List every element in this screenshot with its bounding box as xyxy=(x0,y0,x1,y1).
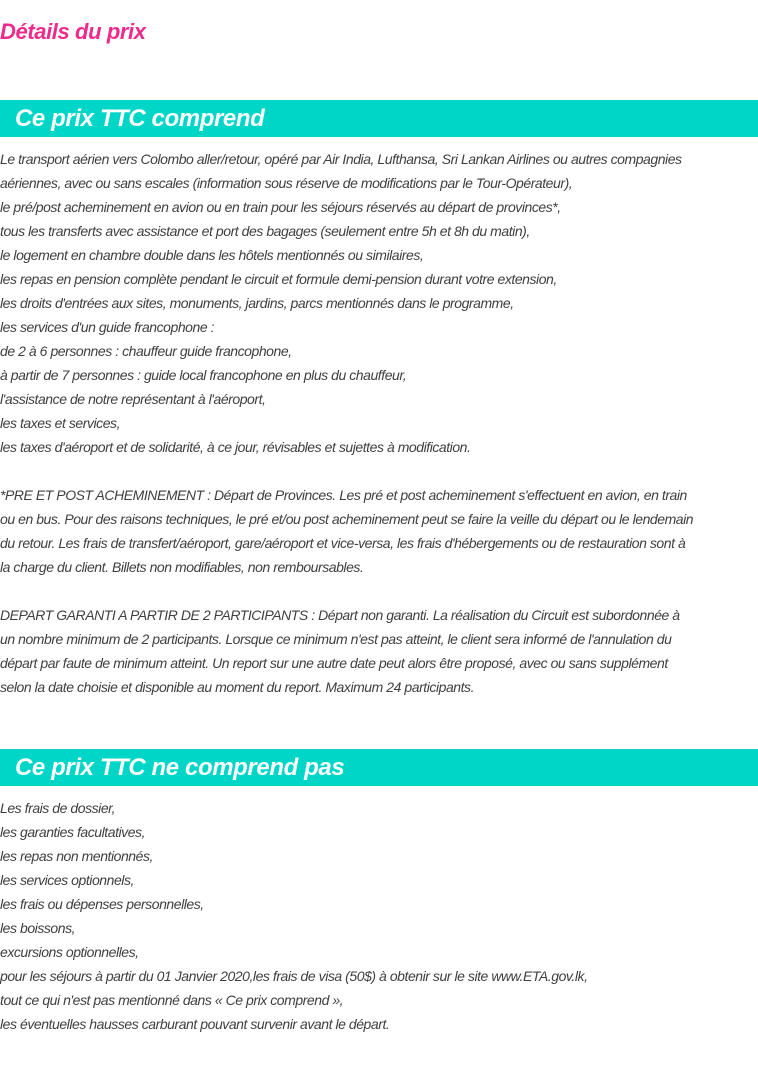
note-line: départ par faute de minimum atteint. Un report sur une autre date peut alors être proposé, avec ou sans supplément xyxy=(0,655,668,671)
list-item: les taxes et services, xyxy=(0,415,121,431)
list-item: les droits d'entrées aux sites, monuments, jardins, parcs mentionnés dans le programme, xyxy=(0,295,514,311)
list-item: les frais ou dépenses personnelles, xyxy=(0,896,204,912)
list-item: les services optionnels, xyxy=(0,872,134,888)
list-item: le logement en chambre double dans les hôtels mentionnés ou similaires, xyxy=(0,247,424,263)
list-item: tout ce qui n'est pas mentionné dans « Ce prix comprend », xyxy=(0,992,344,1008)
note-line: *PRE ET POST ACHEMINEMENT : Départ de Provinces. Les pré et post acheminement s'effectuent en avion, en train xyxy=(0,487,687,503)
depart-guarantee-note xyxy=(0,603,758,699)
note-line: DEPART GARANTI A PARTIR DE 2 PARTICIPANTS : Départ non garanti. La réalisation du Circuit est subordonnée à xyxy=(0,607,680,623)
list-item: de 2 à 6 personnes : chauffeur guide francophone, xyxy=(0,343,292,359)
page-title: Détails du prix xyxy=(0,19,146,44)
list-item: pour les séjours à partir du 01 Janvier 2020,les frais de visa (50$) à obtenir sur le site www.ETA.gov.lk, xyxy=(0,968,588,984)
list-item: les garanties facultatives, xyxy=(0,824,146,840)
note-line: ou en bus. Pour des raisons techniques, le pré et/ou post acheminement peut se faire la veille du départ ou le lendemain xyxy=(0,511,694,527)
note-line: la charge du client. Billets non modifiables, non remboursables. xyxy=(0,559,364,575)
excluded-section-header: Ce prix TTC ne comprend pas xyxy=(0,749,758,786)
list-item: Les frais de dossier, xyxy=(0,800,116,816)
excluded-list xyxy=(0,796,758,1036)
list-item: les taxes d'aéroport et de solidarité, à ce jour, révisables et sujettes à modification. xyxy=(0,439,471,455)
included-section-header: Ce prix TTC comprend xyxy=(0,100,758,137)
note-line: un nombre minimum de 2 participants. Lorsque ce minimum n'est pas atteint, le client sera informé de l'annulation du xyxy=(0,631,672,647)
list-item: aériennes, avec ou sans escales (information sous réserve de modifications par le Tour-Opérateur), xyxy=(0,175,573,191)
list-item: le pré/post acheminement en avion ou en train pour les séjours réservés au départ de provinces*, xyxy=(0,199,561,215)
list-item: les repas en pension complète pendant le circuit et formule demi-pension durant votre extension, xyxy=(0,271,557,287)
list-item: tous les transferts avec assistance et port des bagages (seulement entre 5h et 8h du matin), xyxy=(0,223,530,239)
list-item: les boissons, xyxy=(0,920,76,936)
list-item: l'assistance de notre représentant à l'aéroport, xyxy=(0,391,266,407)
list-item: les repas non mentionnés, xyxy=(0,848,153,864)
list-item: excursions optionnelles, xyxy=(0,944,139,960)
note-line: selon la date choisie et disponible au moment du report. Maximum 24 participants. xyxy=(0,679,475,695)
note-line: du retour. Les frais de transfert/aéroport, gare/aéroport et vice-versa, les frais d'hébergements ou de restauration sont à xyxy=(0,535,686,551)
included-list xyxy=(0,147,758,459)
list-item: Le transport aérien vers Colombo aller/retour, opéré par Air India, Lufthansa, Sri Lankan Airlines ou autres compagnies xyxy=(0,151,682,167)
list-item: à partir de 7 personnes : guide local francophone en plus du chauffeur, xyxy=(0,367,407,383)
list-item: les services d'un guide francophone : xyxy=(0,319,215,335)
pre-post-note xyxy=(0,483,758,579)
list-item: les éventuelles hausses carburant pouvant survenir avant le départ. xyxy=(0,1016,390,1032)
